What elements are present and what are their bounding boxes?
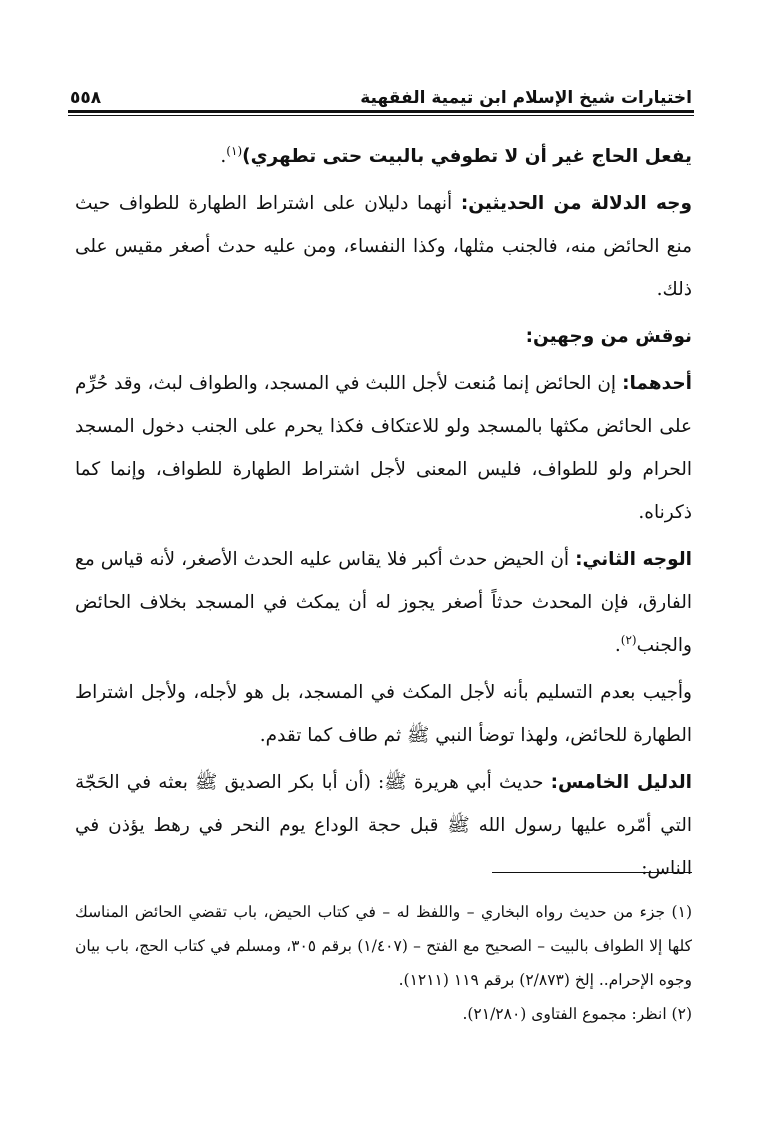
hadith-ending: يفعل الحاج غير أن لا تطوفي بالبيت حتى تطهري) [242, 146, 692, 167]
page-header [70, 78, 692, 108]
section-lead: الوجه الثاني: [575, 549, 692, 570]
paragraph-end: . [614, 635, 621, 656]
paragraph-text: وأجيب بعدم التسليم بأنه لأجل المكث في المسجد، بل هو لأجله، ولأجل اشتراط الطهارة للحائض، ولهذا توضأ النبي ﷺ ثم طاف كما تقدم. [75, 682, 692, 746]
paragraph-text: أنهما دليلان على اشتراط الطهارة للطواف حيث منع الحائض منه، فالجنب مثلها، وكذا النفساء، ومن عليه حدث أصغر مقيس على ذلك. [75, 193, 692, 300]
footnote-2: (٢) انظر: مجموع الفتاوى (٢١/٢٨٠). [462, 1005, 692, 1023]
section-lead: الدليل الخامس: [550, 772, 692, 793]
paragraph-text: أن الحيض حدث أكبر فلا يقاس عليه الحدث الأصغر، لأنه قياس مع الفارق، فإن المحدث حدثاً أصغر يجوز له أن يمكث في المسجد بخلاف الحائض والجنب [75, 549, 692, 656]
footnote-1: (١) جزء من حديث رواه البخاري – واللفظ له – في كتاب الحيض، باب تقضي الحائض المناسك كلها إلا الطواف بالبيت – الصحيح مع الفتح – (١/٤٠٧) برقم ٣٠٥، ومسلم في كتاب الحج، باب بيان وجوه الإحرام.. إلخ (٢/٨٧٣) برقم ١١٩ (١٢١١). [75, 903, 692, 989]
footnote-rule [492, 872, 692, 873]
page-number: ٥٥٨ [70, 88, 102, 108]
paragraph-5 [75, 538, 692, 667]
paragraph-6 [75, 671, 692, 757]
paragraph-3 [75, 315, 692, 358]
paragraph-2 [75, 182, 692, 311]
section-lead: وجه الدلالة من الحديثين: [460, 193, 692, 214]
footnote-ref-2: (٢) [620, 632, 637, 647]
header-rule [68, 110, 694, 116]
paragraph-text: حديث أبي هريرة ﷺ: (أن أبا بكر الصديق ﷺ بعثه في الحَجّة التي أمّره عليها رسول الله ﷺ قبل حجة الوداع يوم النحر في رهط يؤذن في الناس: [75, 772, 692, 879]
section-heading: نوقش من وجهين: [525, 326, 692, 347]
paragraph-4 [75, 362, 692, 534]
footnotes [75, 895, 692, 1031]
paragraph-text: إن الحائض إنما مُنعت لأجل اللبث في المسجد، والطواف لبث، وقد حُرِّم على الحائض مكثها بالمسجد ولو للاعتكاف فكذا يحرم على الجنب دخول المسجد الحرام ولو للطواف، فليس المعنى لأجل اشتراط الطهارة للطواف، وإنما كما ذكرناه. [75, 373, 692, 523]
book-title: اختيارات شيخ الإسلام ابن تيمية الفقهية [360, 88, 692, 108]
main-text [75, 135, 692, 894]
footnote-ref-1: (١) [226, 143, 243, 158]
paragraph-end: . [220, 146, 227, 167]
paragraph-7 [75, 761, 692, 890]
paragraph-1 [75, 135, 692, 178]
section-lead: أحدهما: [622, 373, 692, 394]
